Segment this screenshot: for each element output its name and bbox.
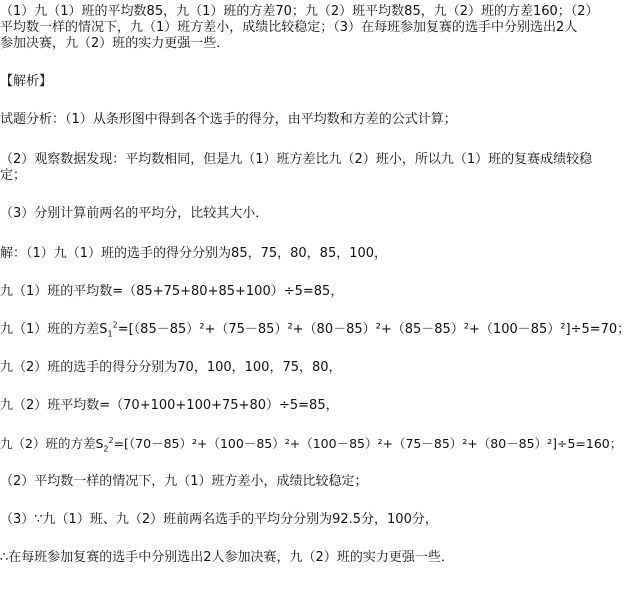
solution-line-9: ∴在每班参加复赛的选手中分别选出2人参加决赛，九（2）班的实力更强一些． <box>0 550 454 565</box>
solution-line-1: 解：（1）九（1）班的选手的得分分别为85，75，80，85，100， <box>0 246 388 261</box>
analysis-paragraph-2b: 定； <box>0 168 27 183</box>
solution-line-2: 九（1）班的平均数=（85+75+80+85+100）÷5=85， <box>0 284 344 299</box>
variance-superscript-2: 2 <box>108 435 114 445</box>
analysis-paragraph-3: （3）分别计算前两名的平均分，比较其大小． <box>0 206 269 221</box>
variance-formula-class2: =[（70－85）²+（100－85）²+（100－85）²+（75－85）²+（80－85）²]÷5=160； <box>113 436 623 451</box>
variance-label-class1: 九（1）班的方差S <box>0 322 108 337</box>
variance-superscript-1: 2 <box>112 320 118 330</box>
analysis-paragraph-1: 试题分析：（1）从条形图中得到各个选手的得分，由平均数和方差的公式计算； <box>0 112 457 127</box>
solution-line-6 <box>0 436 630 452</box>
solution-line-7: （2）平均数一样的情况下，九（1）班方差小，成绩比较稳定； <box>0 474 368 489</box>
answer-line-3: 参加决赛，九（2）班的实力更强一些． <box>0 36 230 51</box>
variance-formula-class1: =[（85－85）²+（75－85）²+（80－85）²+（85－85）²+（100－85）²]÷5=70； <box>117 322 630 337</box>
solution-line-4: 九（2）班的选手的得分分别为70，100，100，75，80， <box>0 360 342 375</box>
analysis-heading: 【解析】 <box>0 74 53 89</box>
variance-subscript-1: 1 <box>107 329 113 339</box>
solution-line-8: （3）∵九（1）班、九（2）班前两名选手的平均分分别为92.5分，100分， <box>0 512 438 527</box>
variance-subscript-2: 2 <box>103 444 109 454</box>
answer-line-2: 平均数一样的情况下，九（1）班方差小，成绩比较稳定；（3）在每班参加复赛的选手中分别选出2人 <box>0 20 578 35</box>
answer-line-1: （1）九（1）班的平均数85，九（1）班的方差70；九（2）班平均数85，九（2）班的方差160；（2） <box>0 4 599 19</box>
variance-label-class2: 九（2）班的方差S <box>0 436 104 451</box>
solution-line-5: 九（2）班平均数=（70+100+100+75+80）÷5=85， <box>0 398 339 413</box>
solution-line-3 <box>0 322 630 338</box>
analysis-paragraph-2a: （2）观察数据发现：平均数相同，但是九（1）班方差比九（2）班小，所以九（1）班的复赛成绩较稳 <box>0 152 593 167</box>
